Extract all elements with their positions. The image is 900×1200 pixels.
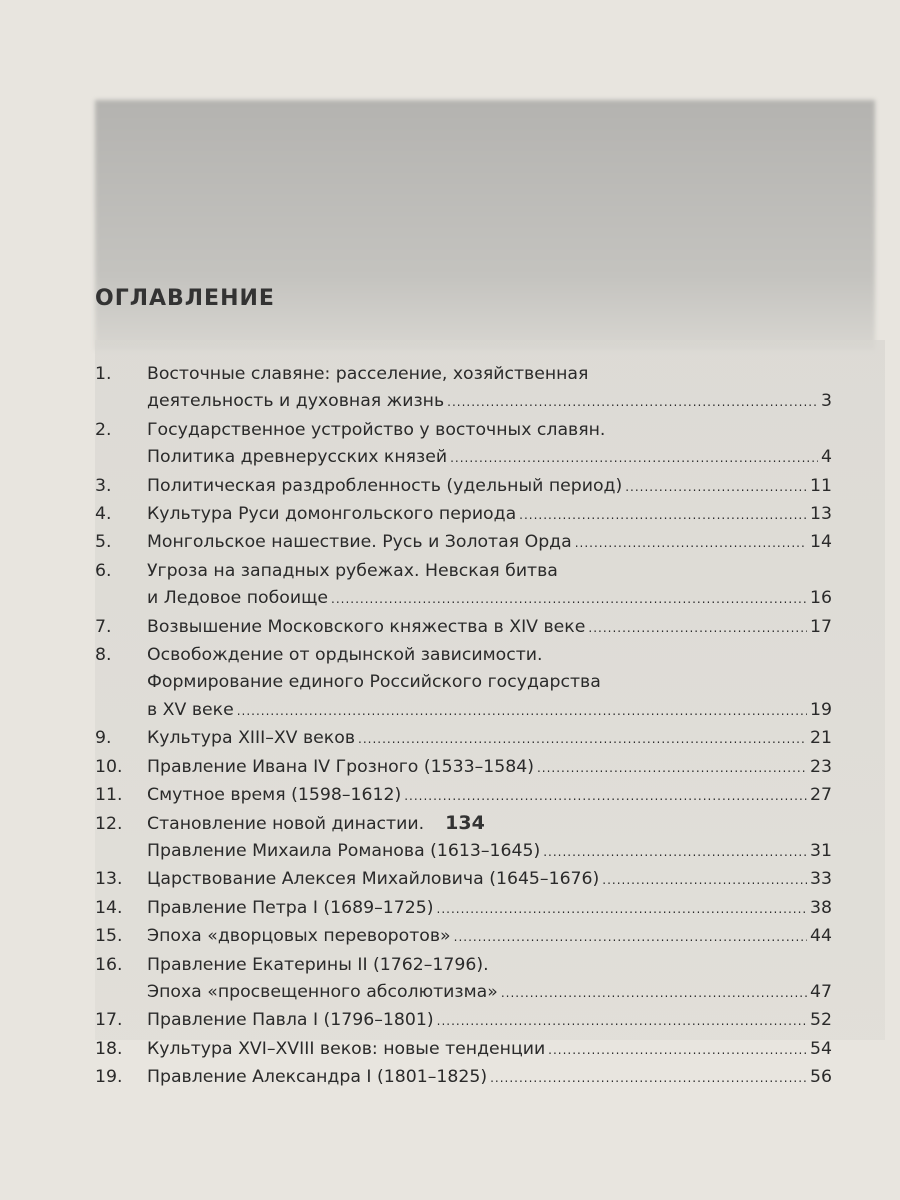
toc-entry-number: 18. (95, 1038, 123, 1059)
toc-entry-number: 1. (95, 364, 112, 384)
toc-entry-number: 4. (95, 504, 112, 525)
bleed-through-shadow (95, 100, 875, 350)
toc-entry-title: Царствование Алексея Михайловича (1645–1676) (147, 869, 600, 890)
toc-entry-number: 11. (95, 785, 123, 806)
dot-leader (404, 783, 807, 810)
toc-entry-page: 14 (810, 532, 832, 553)
toc-entry-page: 27 (810, 785, 832, 806)
toc-entry-number: 17. (95, 1010, 123, 1031)
toc-entry[interactable] (95, 1036, 832, 1064)
dot-leader (358, 726, 807, 753)
toc-entry-title: Становление новой династии. (147, 813, 425, 834)
toc-entry-title: Формирование единого Российского государства (147, 672, 601, 693)
toc-entry[interactable] (95, 642, 832, 725)
toc-entry-number: 10. (95, 756, 123, 777)
toc-entry-page: 21 (810, 728, 832, 749)
toc-entry-number: 9. (95, 728, 112, 749)
toc-entry[interactable] (95, 558, 832, 614)
toc-entry[interactable] (95, 361, 832, 417)
toc-entry-number: 2. (95, 419, 112, 440)
table-of-contents (95, 361, 832, 1093)
dot-leader (437, 1008, 807, 1035)
toc-entry-page: 54 (810, 1038, 832, 1059)
toc-entry-title: Культура Руси домонгольского периода (147, 504, 517, 525)
toc-entry-page: 38 (810, 897, 832, 918)
toc-entry-title: Монгольское нашествие. Русь и Золотая Орда (147, 532, 572, 553)
toc-entry-page: 16 (810, 588, 832, 609)
dot-leader (548, 1037, 807, 1064)
toc-entry[interactable] (95, 417, 832, 473)
toc-entry-page: 52 (810, 1010, 832, 1031)
dot-leader (602, 867, 807, 894)
toc-entry-title: Эпоха «просвещенного абсолютизма» (147, 981, 498, 1002)
toc-entry-number: 8. (95, 645, 112, 666)
dot-leader (537, 755, 807, 782)
toc-entry-page: 31 (810, 840, 832, 861)
toc-entry[interactable] (95, 923, 832, 951)
toc-entry-title: Правление Павла I (1796–1801) (147, 1010, 434, 1031)
toc-entry[interactable] (95, 1007, 832, 1035)
toc-entry-page: 11 (810, 475, 832, 496)
toc-entry-number: 13. (95, 869, 123, 890)
toc-entry[interactable] (95, 866, 832, 894)
toc-entry[interactable] (95, 529, 832, 557)
toc-entry-number: 12. (95, 813, 123, 834)
toc-entry-title: Правление Ивана IV Грозного (1533–1584) (147, 756, 534, 777)
toc-entry[interactable] (95, 1064, 832, 1092)
toc-entry[interactable] (95, 895, 832, 923)
toc-entry[interactable] (95, 952, 832, 1008)
toc-entry-title: в XV веке (147, 699, 234, 720)
dot-leader (237, 698, 807, 725)
toc-entry-number: 19. (95, 1067, 123, 1088)
toc-entry-title: Политика древнерусских князей (147, 447, 448, 468)
toc-entry-page: 19 (810, 699, 832, 720)
dot-leader (437, 896, 808, 923)
toc-entry-title: Угроза на западных рубежах. Невская битва (147, 560, 558, 581)
page-number: 134 (445, 812, 485, 834)
dot-leader (501, 980, 807, 1007)
dot-leader (575, 530, 807, 557)
toc-entry[interactable] (95, 501, 832, 529)
toc-entry-number: 5. (95, 532, 112, 553)
toc-entry-title: Правление Петра I (1689–1725) (147, 897, 434, 918)
toc-entry-number: 6. (95, 560, 112, 581)
dot-leader (331, 586, 807, 613)
toc-entry-title: Восточные славяне: расселение, хозяйственная (147, 364, 589, 384)
toc-entry-page: 23 (810, 756, 832, 777)
toc-entry-page: 56 (810, 1067, 832, 1088)
toc-entry-page: 3 (821, 391, 832, 412)
toc-entry-page: 4 (821, 447, 832, 468)
toc-entry-title: Правление Михаила Романова (1613–1645) (147, 840, 541, 861)
toc-entry-page: 33 (810, 869, 832, 890)
toc-entry-title: Политическая раздробленность (удельный период) (147, 475, 623, 496)
toc-entry-title: Освобождение от ордынской зависимости. (147, 645, 543, 666)
toc-entry-title: Правление Александра I (1801–1825) (147, 1067, 488, 1088)
toc-entry-title: Правление Екатерины II (1762–1796). (147, 954, 489, 975)
dot-leader (519, 502, 807, 529)
toc-title: ОГЛАВЛЕНИЕ (95, 286, 275, 311)
toc-entry-title: Эпоха «дворцовых переворотов» (147, 926, 451, 947)
toc-entry-title: Культура XVI–XVIII веков: новые тенденции (147, 1038, 546, 1059)
toc-entry-number: 14. (95, 897, 123, 918)
toc-entry-number: 3. (95, 475, 112, 496)
dot-leader (454, 924, 807, 951)
toc-entry-number: 7. (95, 616, 112, 637)
toc-entry[interactable] (95, 725, 832, 753)
dot-leader (447, 389, 818, 416)
toc-entry[interactable] (95, 782, 832, 810)
dot-leader (588, 615, 807, 642)
toc-entry-page: 44 (810, 926, 832, 947)
toc-entry-title: Культура XIII–XV веков (147, 728, 356, 749)
toc-entry-page: 13 (810, 504, 832, 525)
toc-entry-number: 16. (95, 954, 123, 975)
toc-entry-title: деятельность и духовная жизнь (147, 391, 445, 412)
dot-leader (450, 445, 818, 472)
toc-entry[interactable] (95, 614, 832, 642)
toc-entry-page: 17 (810, 616, 832, 637)
toc-entry-title: Смутное время (1598–1612) (147, 785, 402, 806)
toc-entry-title: и Ледовое побоище (147, 588, 328, 609)
toc-entry-title: Государственное устройство у восточных славян. (147, 419, 606, 440)
toc-entry[interactable] (95, 473, 832, 501)
toc-entry[interactable] (95, 754, 832, 782)
dot-leader (490, 1065, 807, 1092)
dot-leader (625, 474, 807, 501)
dot-leader (543, 839, 807, 866)
toc-entry-number: 15. (95, 926, 123, 947)
toc-entry-title: Возвышение Московского княжества в XIV веке (147, 616, 586, 637)
toc-entry-page: 47 (810, 981, 832, 1002)
